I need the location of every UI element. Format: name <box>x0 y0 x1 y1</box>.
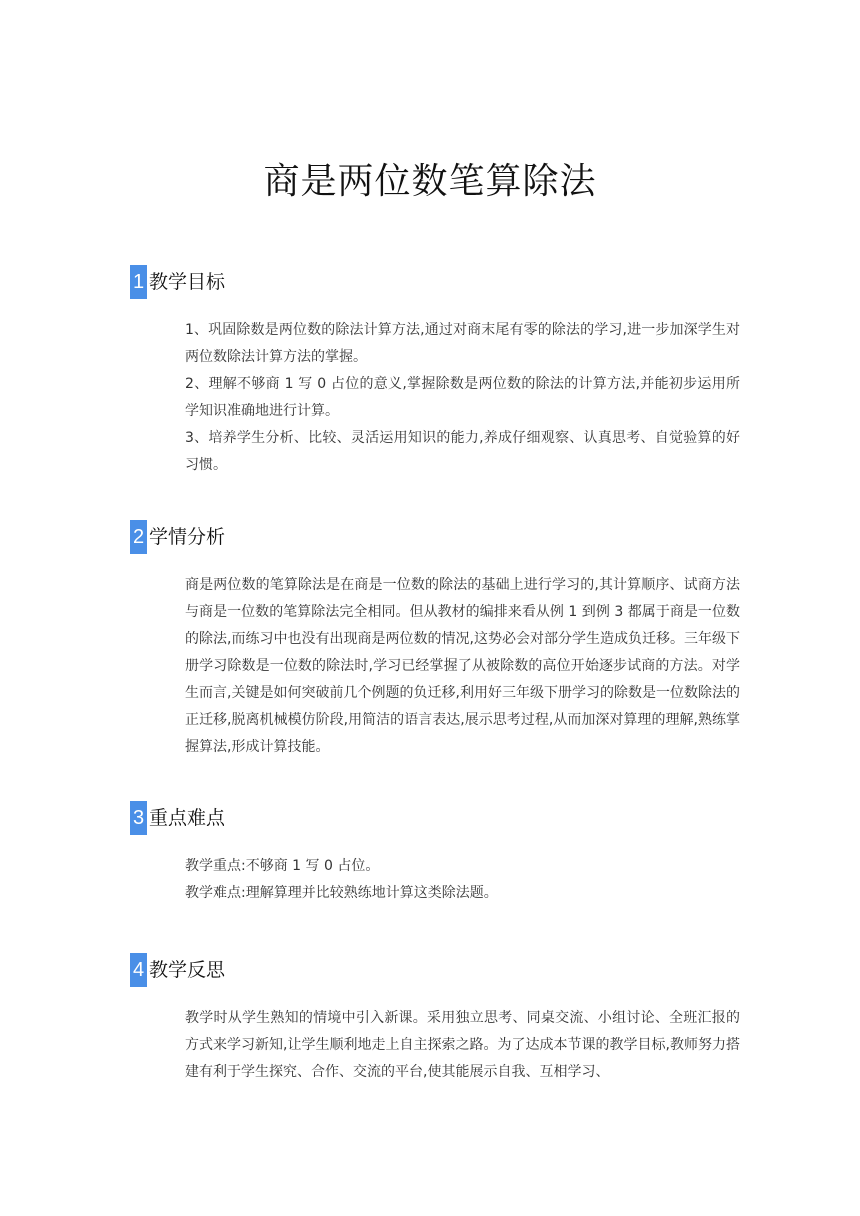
section-number-badge: 2 <box>130 520 147 554</box>
section-heading <box>130 953 750 987</box>
section-body <box>185 317 740 479</box>
paragraph: 3、培养学生分析、比较、灵活运用知识的能力,养成仔细观察、认真思考、自觉验算的好习惯。 <box>185 430 740 473</box>
section-title: 重点难点 <box>149 807 226 829</box>
section-number-badge: 4 <box>130 953 147 987</box>
section-number-badge: 1 <box>130 265 147 299</box>
section-title: 教学反思 <box>149 959 226 981</box>
section-body <box>185 572 740 761</box>
section-title: 学情分析 <box>149 526 226 548</box>
section-heading <box>130 265 750 299</box>
section-body <box>185 853 740 907</box>
section-heading <box>130 801 750 835</box>
section-heading <box>130 520 750 554</box>
paragraph: 1、巩固除数是两位数的除法计算方法,通过对商末尾有零的除法的学习,进一步加深学生对两位数除法计算方法的掌握。 <box>185 322 740 365</box>
paragraph: 教学重点:不够商 1 写 0 占位。 <box>185 858 380 874</box>
section-teaching-goals <box>130 265 750 479</box>
paragraph: 教学难点:理解算理并比较熟练地计算这类除法题。 <box>185 885 498 901</box>
paragraph: 2、理解不够商 1 写 0 占位的意义,掌握除数是两位数的除法的计算方法,并能初步运用所学知识准确地进行计算。 <box>185 376 740 419</box>
section-number-badge: 3 <box>130 801 147 835</box>
section-body <box>185 1005 740 1086</box>
paragraph: 教学时从学生熟知的情境中引入新课。采用独立思考、同桌交流、小组讨论、全班汇报的方式来学习新知,让学生顺利地走上自主探索之路。为了达成本节课的教学目标,教师努力搭建有利于学生探究、合作、交流的平台,使其能展示自我、互相学习、 <box>185 1010 740 1080</box>
section-teaching-reflection <box>130 953 750 1086</box>
page-title: 商是两位数笔算除法 <box>263 161 597 202</box>
section-title: 教学目标 <box>149 271 226 293</box>
section-learning-analysis <box>130 520 750 761</box>
section-key-points <box>130 801 750 907</box>
paragraph: 商是两位数的笔算除法是在商是一位数的除法的基础上进行学习的,其计算顺序、试商方法与商是一位数的笔算除法完全相同。但从教材的编排来看从例 1 到例 3 都属于商是一位数的除法,而练习中也没有出现商是两位数的情况,这势必会对部分学生造成负迁移。三年级下册学习除数是一位数的除法时,学习已经掌握了从被除数的高位开始逐步试商的方法。对学生而言,关键是如何突破前几个例题的负迁移,利用好三年级下册学习的除数是一位数除法的正迁移,脱离机械模仿阶段,用简洁的语言表达,展示思考过程,从而加深对算理的理解,熟练掌握算法,形成计算技能。 <box>185 577 740 755</box>
